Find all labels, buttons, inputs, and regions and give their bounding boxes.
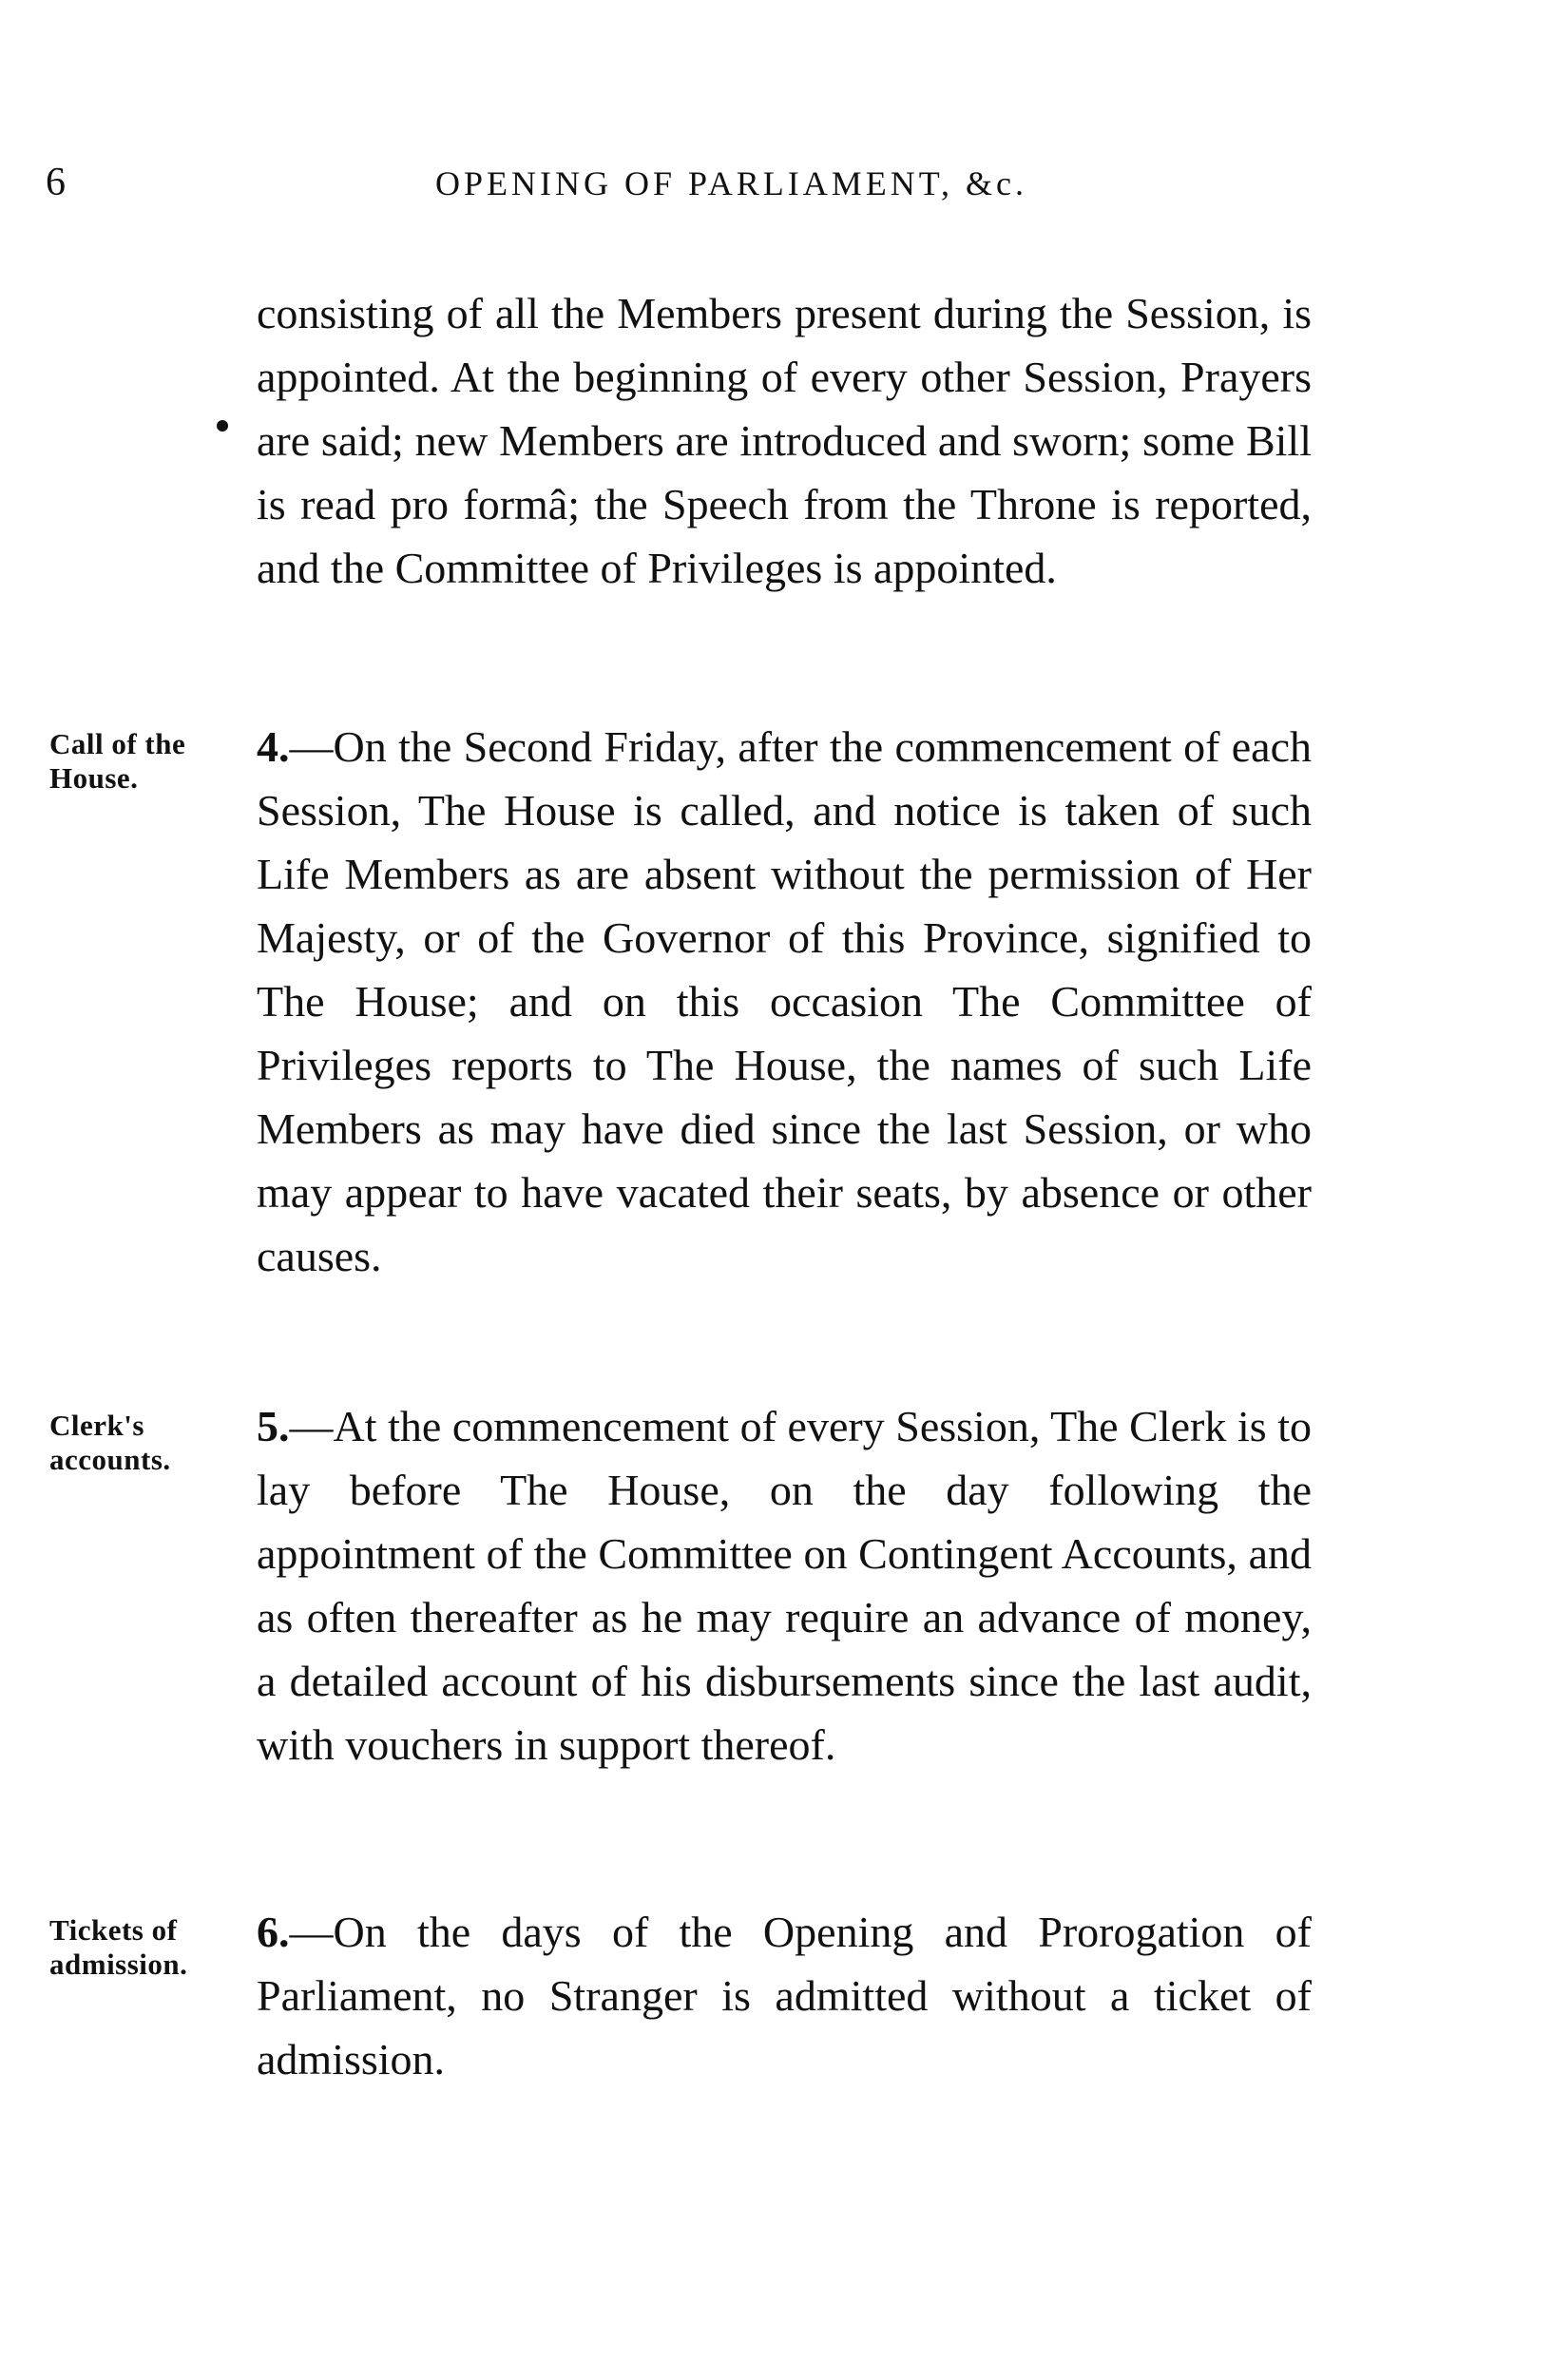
- section-6-text: [257, 1900, 1312, 2091]
- sidenote-call-of-the-house: Call of the House.: [49, 727, 186, 795]
- section-5: [257, 1394, 1312, 1776]
- section-number: 4.: [257, 722, 290, 771]
- section-number: 6.: [257, 1908, 290, 1956]
- margin-dot: [217, 420, 228, 432]
- section-body: —On the days of the Opening and Prorogation of Parliament, no Stranger is admitted without a ticket of admission.: [257, 1908, 1312, 2083]
- sidenote-tickets-of-admission: Tickets of admission.: [49, 1913, 188, 1981]
- continuation-paragraph: [257, 281, 1312, 600]
- sidenote-clerks-accounts: Clerk's accounts.: [49, 1409, 171, 1476]
- section-5-text: [257, 1394, 1312, 1776]
- section-6: [257, 1900, 1312, 2091]
- section-4: [257, 715, 1312, 1288]
- section-number: 5.: [257, 1402, 290, 1450]
- section-body: —At the commencement of every Session, The Clerk is to lay before The House, on the day following the appointment of the Committee on Contingent Accounts, and as often thereafter as he may require an advance of money, a detailed account of his disbursements since the last audit, with vouchers in support thereof.: [257, 1402, 1312, 1769]
- section-body: —On the Second Friday, after the commencement of each Session, The House is called, and notice is taken of such Life Members as are absent without the permission of Her Majesty, or of the Governor of this Province, signified to The House; and on this occasion The Committee of Privileges reports to The House, the names of such Life Members as may have died since the last Session, or who may appear to have vacated their seats, by absence or other causes.: [257, 722, 1312, 1280]
- running-title: OPENING OF PARLIAMENT, &c.: [435, 164, 1028, 202]
- section-4-text: [257, 715, 1312, 1288]
- continuation-text: consisting of all the Members present during the Session, is appointed. At the beginning of every other Session, Prayers are said; new Members are introduced and sworn; some Bill is read pro formâ; the Speech from the Throne is reported, and the Committee of Privileges is appointed.: [257, 289, 1312, 592]
- page-header: [46, 160, 1281, 207]
- page-number: 6: [46, 161, 66, 204]
